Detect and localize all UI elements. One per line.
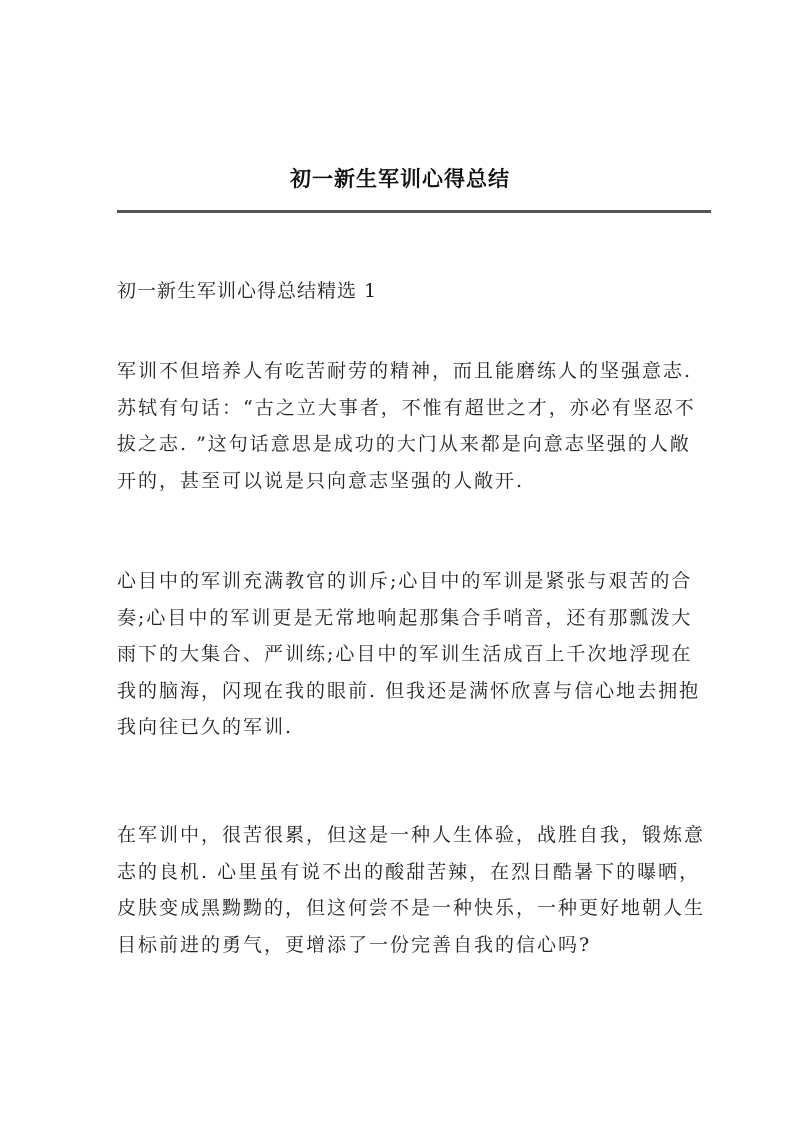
- paragraph-3: [117, 817, 717, 963]
- document-title: 初一新生军训心得总结: [290, 166, 510, 191]
- paragraph-line: 雨下的大集合、严训练;心目中的军训生活成百上千次地浮现在: [117, 643, 693, 665]
- paragraph-line: 拔之志. ”这句话意思是成功的大门从来都是向意志坚强的人敞: [117, 433, 691, 455]
- paragraph-line: 在军训中，很苦很累，但这是一种人生体验，战胜自我，锻炼意: [117, 824, 706, 846]
- paragraph-line: 志的良机. 心里虽有说不出的酸甜苦辣，在烈日酷暑下的曝晒，: [117, 860, 701, 883]
- paragraph-line: 开的，甚至可以说是只向意志坚强的人敞开.: [117, 469, 525, 492]
- paragraph-2: [117, 563, 717, 746]
- title-divider: [117, 210, 711, 213]
- paragraph-line: 心目中的军训充满教官的训斥;心目中的军训是紧张与艰苦的合: [117, 570, 693, 592]
- paragraph-line: 军训不但培养人有吃苦耐劳的精神，而且能磨练人的坚强意志.: [117, 360, 693, 382]
- paragraph-line: 目标前进的勇气，更增添了一份完善自我的信心吗?: [117, 933, 592, 956]
- paragraph-1: [117, 353, 717, 499]
- section-heading: 初一新生军训心得总结精选 1: [117, 280, 378, 302]
- paragraph-line: 奏;心目中的军训更是无常地响起那集合手哨音，还有那瓢泼大: [117, 606, 693, 629]
- paragraph-line: 我的脑海，闪现在我的眼前. 但我还是满怀欣喜与信心地去拥抱: [117, 679, 701, 702]
- paragraph-line: 我向往已久的军训.: [117, 716, 294, 738]
- paragraph-line: 苏轼有句话：“古之立大事者，不惟有超世之才，亦必有坚忍不: [117, 396, 696, 419]
- paragraph-line: 皮肤变成黑黝黝的，但这何尝不是一种快乐，一种更好地朝人生: [117, 897, 706, 919]
